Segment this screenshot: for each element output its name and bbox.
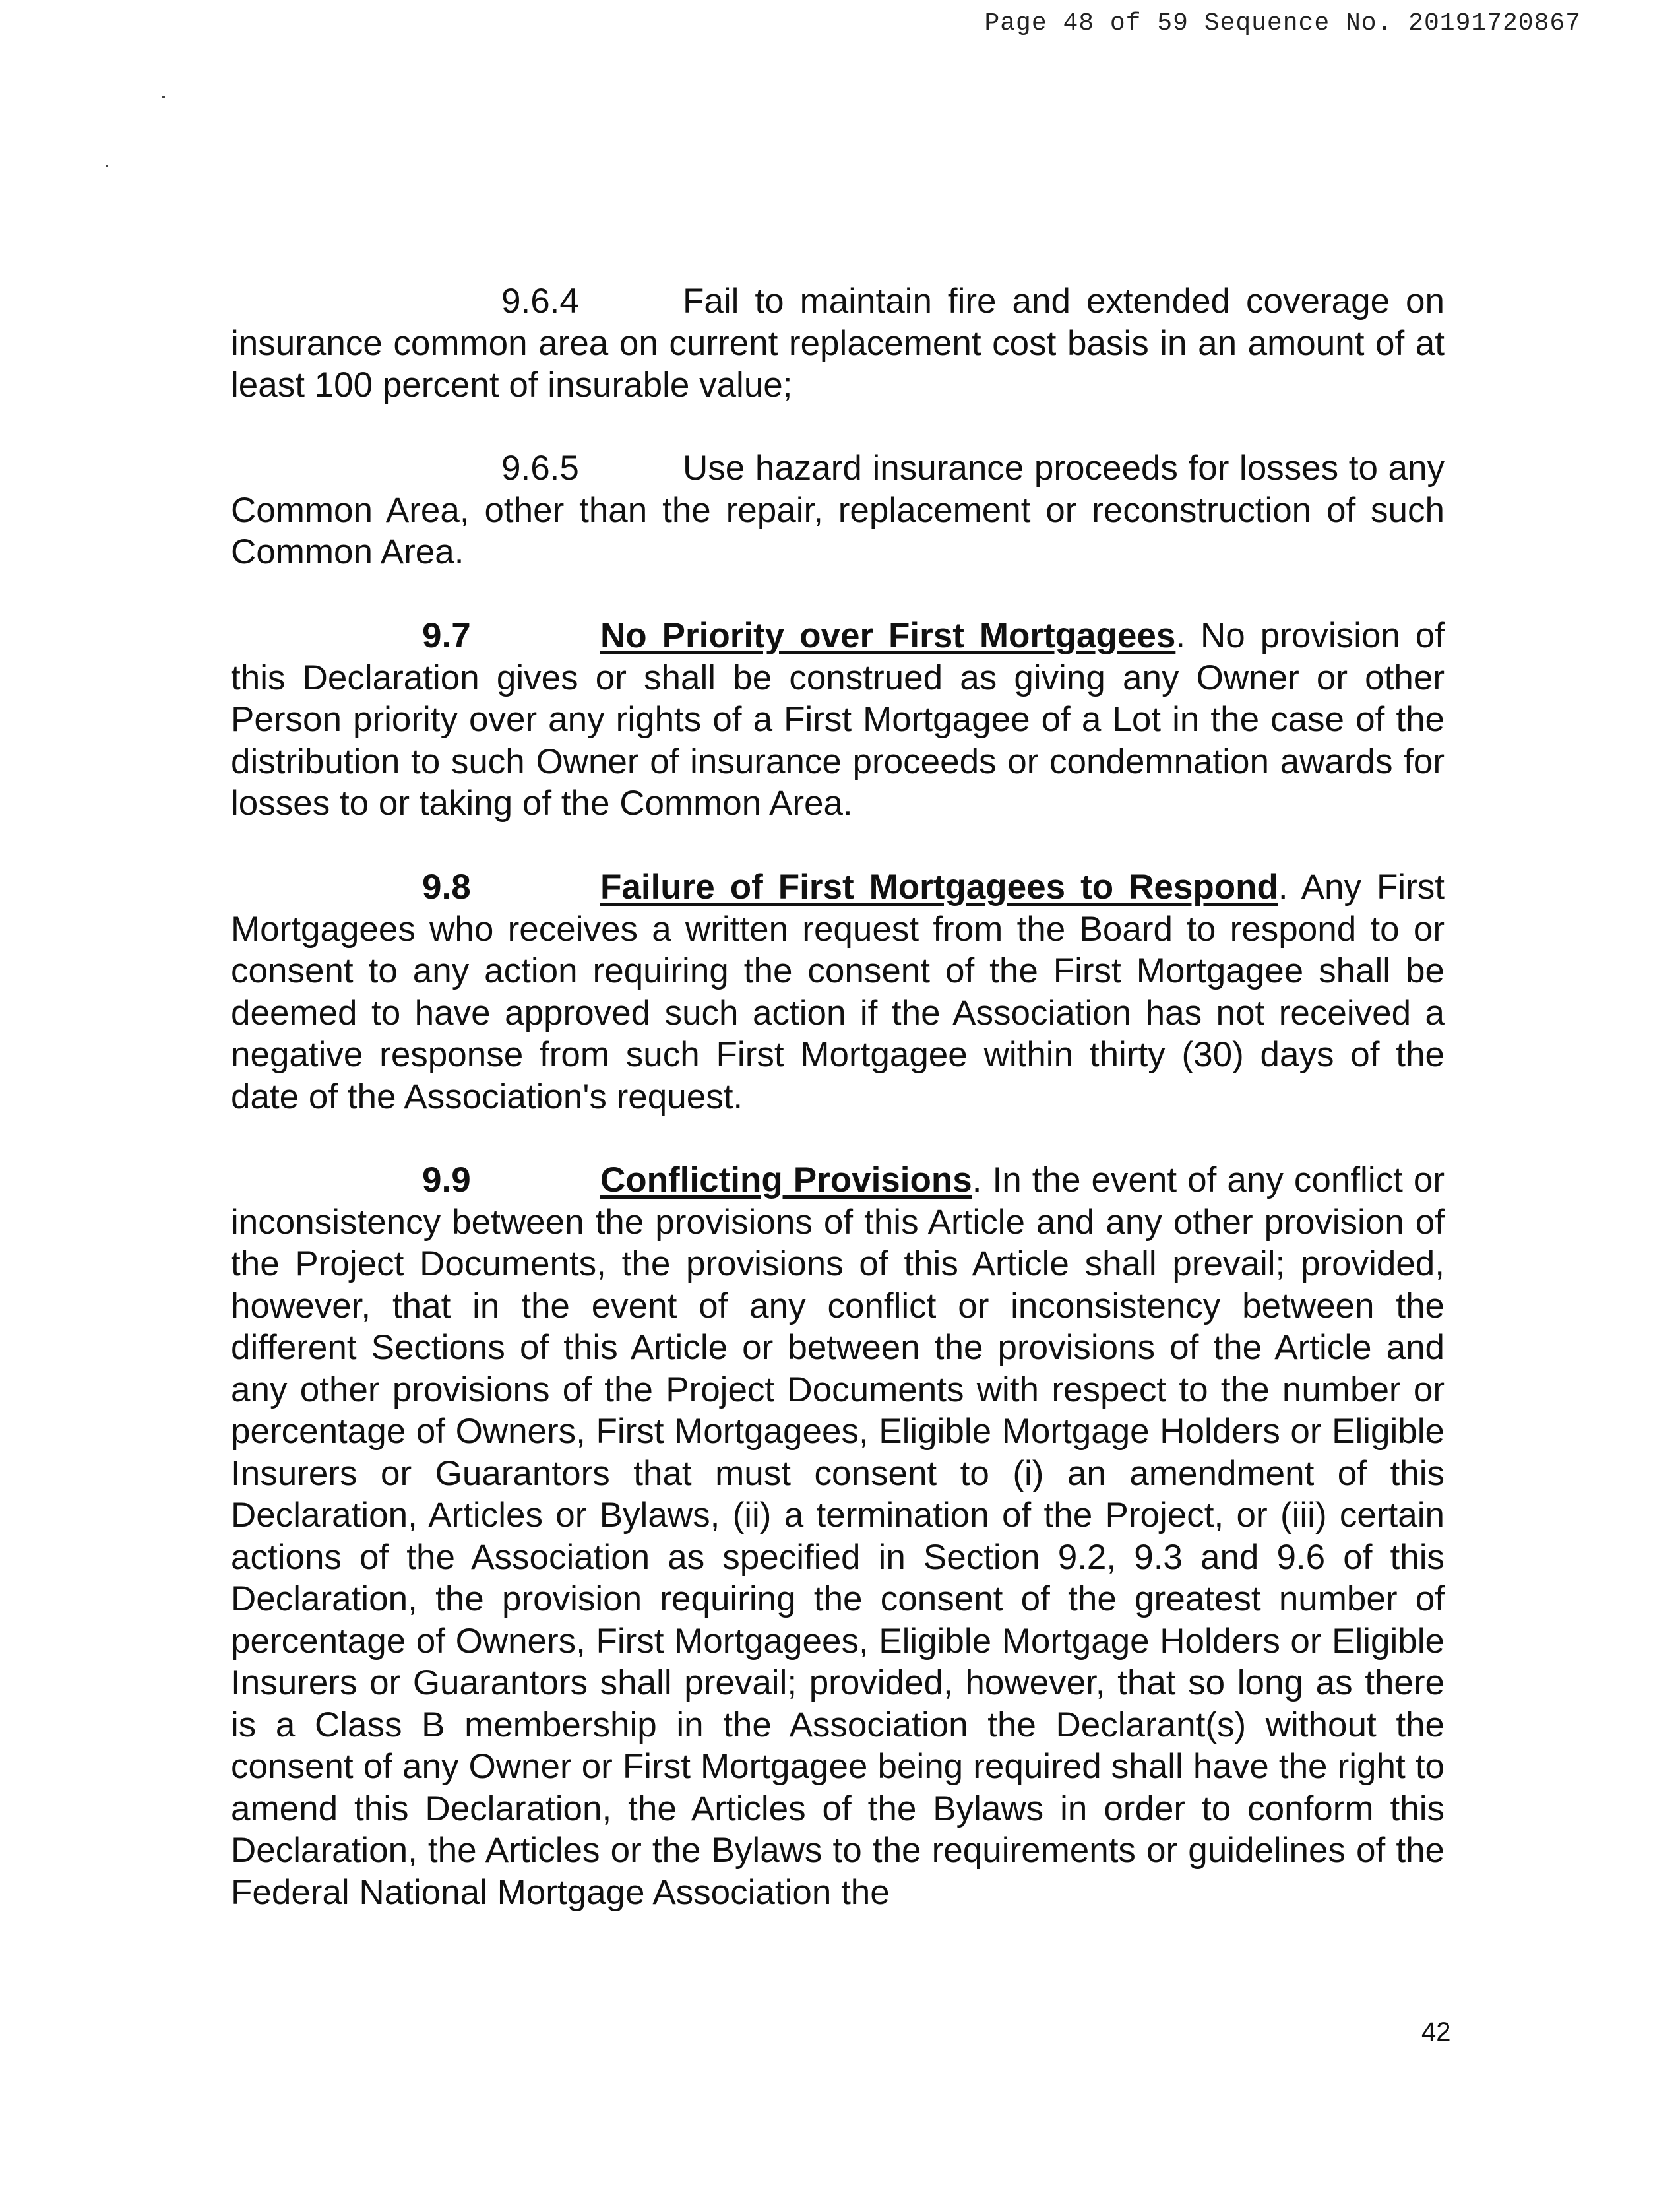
section-number: 9.6.4 — [501, 282, 579, 321]
section-number: 9.6.5 — [501, 449, 579, 488]
section-9-6-4 — [231, 280, 1445, 406]
scan-speck — [162, 96, 165, 98]
scan-speck — [106, 165, 108, 167]
page-number: 42 — [1421, 2018, 1451, 2047]
page-header: Page 48 of 59 Sequence No. 20191720867 — [984, 9, 1581, 38]
section-heading: Conflicting Provisions — [600, 1161, 972, 1199]
section-text: Fail to maintain fire and extended coverage on insurance common area on current replacement cost basis in an amount of at least 100 percent of insurable value; — [231, 282, 1445, 404]
section-9-9 — [231, 1159, 1445, 1913]
section-9-6-5 — [231, 447, 1445, 573]
section-9-7 — [231, 615, 1445, 825]
section-text: . Any First Mortgagees who receives a written request from the Board to respond to or consent to any action requiring the consent of the First Mortgagee shall be deemed to have approved such action if the Association has not received a negative response from such First Mortgagee within thirty (30) days of the date of the Association's request. — [231, 868, 1445, 1116]
section-heading: No Priority over First Mortgagees — [600, 616, 1176, 655]
section-heading: Failure of First Mortgagees to Respond — [600, 868, 1278, 907]
section-text: . No provision of this Declaration gives or shall be construed as giving any Owner or other Person priority over any rights of a First Mortgagee of a Lot in the case of the distribution to such Owner of insurance proceeds or condemnation awards for losses to or taking of the Common Area. — [231, 616, 1445, 823]
section-number: 9.7 — [422, 616, 471, 655]
section-number: 9.8 — [422, 868, 471, 907]
section-text: . In the event of any conflict or inconsistency between the provisions of this Article and any other provision of the Project Documents, the provisions of this Article shall prevail; provided, however, that in the event of any conflict or inconsistency between the different Sections of this Article or between the provisions of the Article and any other provisions of the Project Documents with respect to the number or percentage of Owners, First Mortgagees, Eligible Mortgage Holders or Eligible Insurers or Guarantors that must consent to (i) an amendment of this Declaration, Articles or Bylaws, (ii) a termination of the Project, or (iii) certain actions of the Association as specified in Section 9.2, 9.3 and 9.6 of this Declaration, the provision requiring the consent of the greatest number of percentage of Owners, First Mortgagees, Eligible Mortgage Holders or Eligible Insurers or Guarantors shall prevail; provided, however, that so long as there is a Class B membership in the Association the Declarant(s) without the consent of any Owner or First Mortgagee being required shall have the right to amend this Declaration, the Articles of the Bylaws in order to conform this Declaration, the Articles or the Bylaws to the requirements or guidelines of the Federal National Mortgage Association the — [231, 1161, 1445, 1912]
section-9-8 — [231, 866, 1445, 1118]
section-text: Use hazard insurance proceeds for losses to any Common Area, other than the repair, replacement or reconstruction of such Common Area. — [231, 449, 1445, 571]
section-number: 9.9 — [422, 1161, 471, 1199]
